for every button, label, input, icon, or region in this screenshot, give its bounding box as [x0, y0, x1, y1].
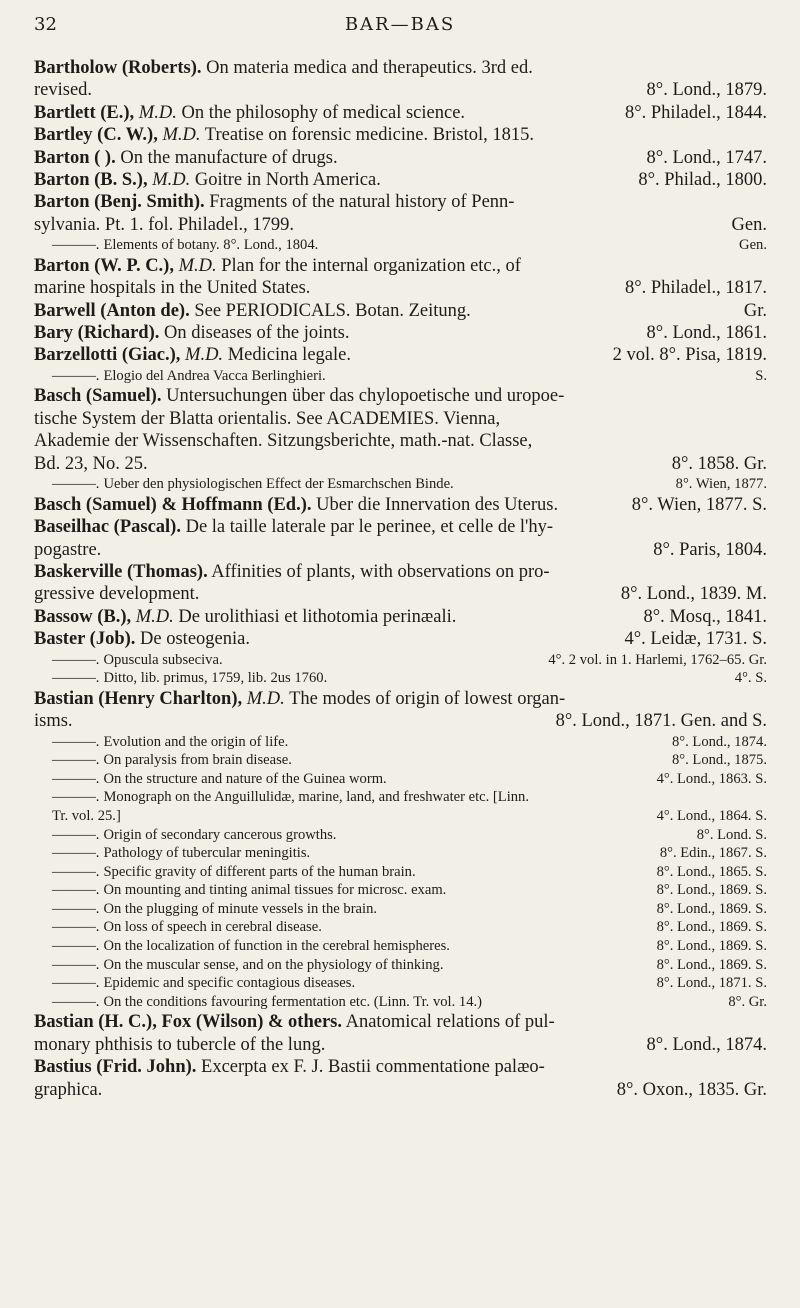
- entry-line-1: [52, 236, 767, 255]
- entry-imprint: 8°. Gr.: [728, 993, 767, 1010]
- entry-title: The modes of origin of lowest organ-: [284, 688, 566, 709]
- entry-line-1: [34, 561, 767, 583]
- entry-line-1: [34, 124, 767, 146]
- dash-mark: ———.: [52, 651, 100, 668]
- entry-heading: Bastian (H. C.), Fox (Wilson) & others.: [34, 1012, 342, 1033]
- catalogue-entry: [34, 628, 767, 650]
- entry-line-1: [52, 651, 767, 670]
- entry-line-1: [34, 300, 767, 322]
- dash-mark: ———.: [52, 476, 100, 493]
- entry-line-2: [52, 807, 767, 826]
- entry-imprint: 4°. Lond., 1863. S.: [656, 770, 767, 787]
- entry-line-1: [52, 900, 767, 919]
- entry-title: Opuscula subseciva.: [103, 651, 223, 668]
- entry-imprint: 8°. Lond., 1865. S.: [656, 863, 767, 880]
- entry-imprint: 8°. Lond., 1869. S.: [656, 900, 767, 917]
- running-head: BAR—BAS: [344, 14, 456, 35]
- entry-title: On the philosophy of medical science.: [176, 102, 466, 123]
- sub-entry: [34, 669, 767, 688]
- entry-title: On the localization of function in the cerebral hemispheres.: [103, 938, 450, 955]
- entry-title: Ditto, lib. primus, 1759, lib. 2us 1760.: [103, 670, 328, 687]
- catalogue-entry: [34, 102, 767, 124]
- entry-line-1: [52, 826, 767, 845]
- entry-imprint: 8°. Lond., 1869. S.: [656, 956, 767, 973]
- entry-degree: M.D.: [157, 125, 201, 146]
- entry-continuation: Bd. 23, No. 25.: [34, 453, 148, 474]
- entry-heading: Baster (Job).: [34, 629, 136, 650]
- entry-line-1: [52, 937, 767, 956]
- entry-heading: Barton (W. P. C.),: [34, 255, 174, 276]
- entry-title: Monograph on the Anguillulidæ, marine, land, and freshwater etc. [Linn.: [103, 789, 529, 806]
- dash-mark: ———.: [52, 733, 100, 750]
- entry-line-3: [34, 430, 767, 452]
- entry-imprint: 4°. 2 vol. in 1. Harlemi, 1762–65. Gr.: [548, 651, 767, 668]
- catalogue-entry: [34, 322, 767, 344]
- page-number: 32: [34, 14, 57, 35]
- catalogue-entry: [34, 124, 767, 146]
- entry-imprint: 8°. Mosq., 1841.: [643, 606, 767, 627]
- entry-line-1: [34, 57, 767, 79]
- entry-line-2: [34, 1079, 767, 1101]
- catalogue-entry: [34, 147, 767, 169]
- catalogue-entry: [34, 606, 767, 628]
- entry-imprint: 8°. Lond., 1875.: [671, 752, 767, 769]
- entry-title: De urolithiasi et lithotomia perinæali.: [173, 606, 457, 627]
- sub-entry: [34, 918, 767, 937]
- entry-heading: Baseilhac (Pascal).: [34, 517, 181, 538]
- entry-title: Treatise on forensic medicine. Bristol, 1815.: [200, 125, 534, 146]
- sub-entry: [34, 900, 767, 919]
- sub-entry: [34, 974, 767, 993]
- entry-continuation: tische System der Blatta orientalis. See ACADEMIES. Vienna,: [34, 408, 501, 429]
- catalogue-entry: [34, 191, 767, 236]
- entry-title: Untersuchungen über das chylopoetische und uropoe-: [161, 386, 565, 407]
- catalogue-entries: [34, 57, 767, 1101]
- entry-imprint: 8°. Lond., 1869. S.: [656, 882, 767, 899]
- catalogue-entry: [34, 300, 767, 322]
- entry-imprint: 4°. Lond., 1864. S.: [656, 807, 767, 824]
- sub-entry: [34, 367, 767, 386]
- entry-line-1: [34, 191, 767, 213]
- entry-imprint: 8°. Wien, 1877.: [675, 476, 767, 493]
- entry-imprint: Gr.: [743, 300, 767, 321]
- entry-continuation: gressive development.: [34, 584, 200, 605]
- entry-line-1: [34, 147, 767, 169]
- sub-entry: [34, 956, 767, 975]
- entry-imprint: 8°. Philadel., 1844.: [624, 102, 767, 123]
- entry-line-1: [52, 733, 767, 752]
- catalogue-entry: [34, 561, 767, 606]
- entry-degree: M.D.: [147, 170, 191, 191]
- entry-title: Uber die Innervation des Uterus.: [311, 494, 559, 515]
- sub-entry: [34, 993, 767, 1012]
- sub-entry: [34, 788, 767, 825]
- entry-imprint: S.: [755, 367, 767, 384]
- entry-title: On loss of speech in cerebral disease.: [103, 919, 322, 936]
- sub-entry: [34, 770, 767, 789]
- entry-heading: Barzellotti (Giac.),: [34, 345, 181, 366]
- entry-line-1: [52, 669, 767, 688]
- entry-heading: Bartlett (E.),: [34, 102, 135, 123]
- entry-continuation: sylvania.: [34, 214, 101, 235]
- entry-title: Evolution and the origin of life.: [103, 733, 289, 750]
- entry-title: Epidemic and specific contagious diseases.: [103, 975, 356, 992]
- dash-mark: ———.: [52, 367, 100, 384]
- entry-imprint: 8°. Philad., 1800.: [638, 170, 767, 191]
- entry-continuation: isms.: [34, 711, 73, 732]
- dash-mark: ———.: [52, 975, 100, 992]
- entry-title: De osteogenia.: [135, 629, 250, 650]
- entry-line-1: [34, 169, 767, 191]
- entry-line-1: [52, 751, 767, 770]
- entry-heading: Bastian (Henry Charlton),: [34, 688, 243, 709]
- dash-mark: ———.: [52, 900, 100, 917]
- catalogue-entry: [34, 494, 767, 516]
- entry-imprint: 8°. Lond., 1869. S.: [656, 919, 767, 936]
- entry-heading: Barton (B. S.),: [34, 170, 148, 191]
- entry-imprint: 8°. Lond., 1747.: [646, 147, 767, 168]
- entry-title: Excerpta ex F. J. Bastii commentatione palæo-: [196, 1057, 545, 1078]
- entry-line-2: [34, 583, 767, 605]
- entry-title: On diseases of the joints.: [159, 323, 350, 344]
- entry-line-1: [52, 844, 767, 863]
- entry-line-2: [34, 408, 767, 430]
- entry-imprint: Gen.: [731, 214, 767, 235]
- entry-title: On materia medica and therapeutics. 3rd ed.: [201, 58, 533, 78]
- entry-title: On the structure and nature of the Guinea worm.: [103, 770, 387, 787]
- entry-title: De la taille laterale par le perinee, et celle de l'hy-: [180, 517, 554, 538]
- entry-line-2: [34, 277, 767, 299]
- entry-heading: Barton (Benj. Smith).: [34, 192, 205, 213]
- entry-line-2: [34, 710, 767, 732]
- entry-line-1: [34, 516, 767, 538]
- entry-heading: Bartley (C. W.),: [34, 125, 158, 146]
- entry-line-1: [52, 788, 767, 807]
- entry-title: Anatomical relations of pul-: [342, 1012, 555, 1033]
- entry-line-1: [52, 918, 767, 937]
- entry-imprint: 8°. Lond., 1869. S.: [656, 938, 767, 955]
- entry-imprint: 4°. Leidæ, 1731. S.: [624, 629, 767, 650]
- entry-imprint: 2 vol. 8°. Pisa, 1819.: [612, 345, 767, 366]
- catalogue-entry: [34, 169, 767, 191]
- sub-entry: [34, 236, 767, 255]
- entry-line-1: [52, 863, 767, 882]
- dash-mark: ———.: [52, 826, 100, 843]
- entry-line-1: [34, 1056, 767, 1078]
- entry-imprint: 8°. Philadel., 1817.: [624, 278, 767, 299]
- entry-continuation: graphica.: [34, 1079, 103, 1100]
- entry-title: Origin of secondary cancerous growths.: [103, 826, 337, 843]
- dash-mark: ———.: [52, 993, 100, 1010]
- entry-line-4: [34, 453, 767, 475]
- sub-entry: [34, 863, 767, 882]
- entry-title: Affinities of plants, with observations on pro-: [207, 561, 550, 582]
- entry-imprint: 8°. Lond., 1879.: [646, 80, 767, 101]
- entry-degree: M.D.: [180, 345, 224, 366]
- sub-entry: [34, 937, 767, 956]
- entry-line-1: [34, 628, 767, 650]
- catalogue-entry: [34, 1011, 767, 1056]
- entry-degree: M.D.: [134, 102, 177, 123]
- entry-heading: Bary (Richard).: [34, 323, 160, 344]
- entry-title: See PERIODICALS. Botan. Zeitung.: [189, 300, 471, 321]
- entry-heading: Baskerville (Thomas).: [34, 561, 208, 582]
- entry-line-1: [52, 993, 767, 1012]
- entry-title: Medicina legale.: [223, 345, 351, 366]
- entry-title: Specific gravity of different parts of the human brain.: [103, 863, 416, 880]
- entry-imprint: 8°. Lond., 1874.: [671, 733, 767, 750]
- dash-mark: ———.: [52, 845, 100, 862]
- entry-line-1: [34, 494, 767, 516]
- sub-entry: [34, 881, 767, 900]
- sub-entry: [34, 651, 767, 670]
- catalogue-entry: [34, 688, 767, 733]
- entry-line-2: [34, 539, 767, 561]
- entry-continuation: Akademie der Wissenschaften. Sitzungsberichte, math.-nat. Classe,: [34, 431, 533, 452]
- catalogue-entry: [34, 344, 767, 366]
- entry-imprint: 8°. Lond., 1839. M.: [620, 584, 767, 605]
- dash-mark: ———.: [52, 956, 100, 973]
- entry-title: On the conditions favouring fermentation etc. (Linn. Tr. vol. 14.): [103, 993, 483, 1010]
- entry-line-1: [34, 385, 767, 407]
- entry-heading: Basch (Samuel) & Hoffmann (Ed.).: [34, 494, 312, 515]
- entry-line-2: [34, 214, 767, 236]
- entry-imprint: 8°. Oxon., 1835. Gr.: [616, 1079, 767, 1100]
- entry-line-2: [34, 79, 767, 101]
- entry-imprint: 8°. Edin., 1867. S.: [659, 845, 767, 862]
- dash-mark: ———.: [52, 752, 100, 769]
- entry-heading: Bastius (Frid. John).: [34, 1057, 197, 1078]
- entry-imprint: 8°. Lond., 1874.: [646, 1034, 767, 1055]
- entry-continuation: marine hospitals in the United States.: [34, 278, 311, 299]
- entry-continuation: Tr. vol. 25.]: [52, 807, 121, 824]
- dash-mark: ———.: [52, 882, 100, 899]
- entry-title: Pathology of tubercular meningitis.: [103, 845, 311, 862]
- entry-title: Elogio del Andrea Vacca Berlinghieri.: [103, 367, 326, 384]
- entry-heading: Bartholow (Roberts).: [34, 58, 202, 78]
- entry-title: On paralysis from brain disease.: [103, 752, 292, 769]
- entry-title: On the manufacture of drugs.: [115, 147, 338, 168]
- entry-imprint: Gen.: [739, 237, 767, 254]
- entry-line-1: [52, 956, 767, 975]
- entry-degree: M.D.: [173, 255, 217, 276]
- entry-title: Goitre in North America.: [190, 170, 381, 191]
- entry-imprint: 8°. Lond. S.: [696, 826, 767, 843]
- entry-imprint: 8°. Lond., 1861.: [646, 323, 767, 344]
- entry-line-1: [52, 974, 767, 993]
- sub-entry: [34, 733, 767, 752]
- entry-line-1: [34, 606, 767, 628]
- catalogue-entry: [34, 385, 767, 475]
- entry-heading: Bassow (B.),: [34, 606, 132, 627]
- entry-title: On the plugging of minute vessels in the brain.: [103, 900, 378, 917]
- dash-mark: ———.: [52, 770, 100, 787]
- dash-mark: ———.: [52, 919, 100, 936]
- entry-line-1: [34, 102, 767, 124]
- entry-line-1: [52, 367, 767, 386]
- entry-heading: Basch (Samuel).: [34, 386, 162, 407]
- entry-line-1: [52, 770, 767, 789]
- entry-heading: Barton ( ).: [34, 147, 116, 168]
- entry-degree: M.D.: [242, 688, 285, 709]
- entry-line-1: [34, 1011, 767, 1033]
- entry-continuation: pogastre.: [34, 539, 102, 560]
- entry-imprint: 8°. Wien, 1877. S.: [631, 494, 767, 515]
- catalogue-entry: [34, 255, 767, 300]
- entry-imprint: 8°. Lond., 1871. S.: [656, 975, 767, 992]
- dash-mark: ———.: [52, 237, 100, 254]
- entry-title: Plan for the internal organization etc., of: [216, 255, 521, 276]
- entry-line-1: [34, 322, 767, 344]
- entry-continuation: monary phthisis to tubercle of the lung.: [34, 1034, 326, 1055]
- entry-heading: Barwell (Anton de).: [34, 300, 190, 321]
- entry-imprint-middle: Pt. 1. fol. Philadel., 1799.: [100, 214, 295, 235]
- entry-continuation: revised.: [34, 80, 93, 101]
- catalogue-entry: [34, 1056, 767, 1101]
- entry-imprint: 8°. Paris, 1804.: [653, 539, 767, 560]
- sub-entry: [34, 751, 767, 770]
- entry-imprint: 4°. S.: [734, 670, 767, 687]
- dash-mark: ———.: [52, 789, 100, 806]
- catalogue-entry: [34, 57, 767, 102]
- dash-mark: ———.: [52, 863, 100, 880]
- entry-line-2: [34, 1034, 767, 1056]
- entry-line-1: [34, 344, 767, 366]
- entry-line-1: [34, 688, 767, 710]
- entry-line-1: [34, 255, 767, 277]
- entry-title: On the muscular sense, and on the physiology of thinking.: [103, 956, 444, 973]
- entry-imprint-middle: 8°. Lond., 1804.: [219, 237, 319, 254]
- sub-entry: [34, 844, 767, 863]
- entry-degree: M.D.: [131, 606, 174, 627]
- entry-line-1: [52, 475, 767, 494]
- sub-entry: [34, 475, 767, 494]
- entry-imprint: 8°. 1858. Gr.: [671, 453, 767, 474]
- sub-entry: [34, 826, 767, 845]
- entry-line-1: [52, 881, 767, 900]
- dash-mark: ———.: [52, 938, 100, 955]
- entry-title: On mounting and tinting animal tissues for microsc. exam.: [103, 882, 447, 899]
- dash-mark: ———.: [52, 670, 100, 687]
- catalogue-entry: [34, 516, 767, 561]
- entry-title: Ueber den physiologischen Effect der Esmarchschen Binde.: [103, 476, 454, 493]
- entry-title: Elements of botany.: [103, 237, 220, 254]
- page-header: [0, 14, 800, 40]
- entry-title: Fragments of the natural history of Penn-: [204, 192, 515, 213]
- entry-imprint: 8°. Lond., 1871. Gen. and S.: [555, 711, 767, 732]
